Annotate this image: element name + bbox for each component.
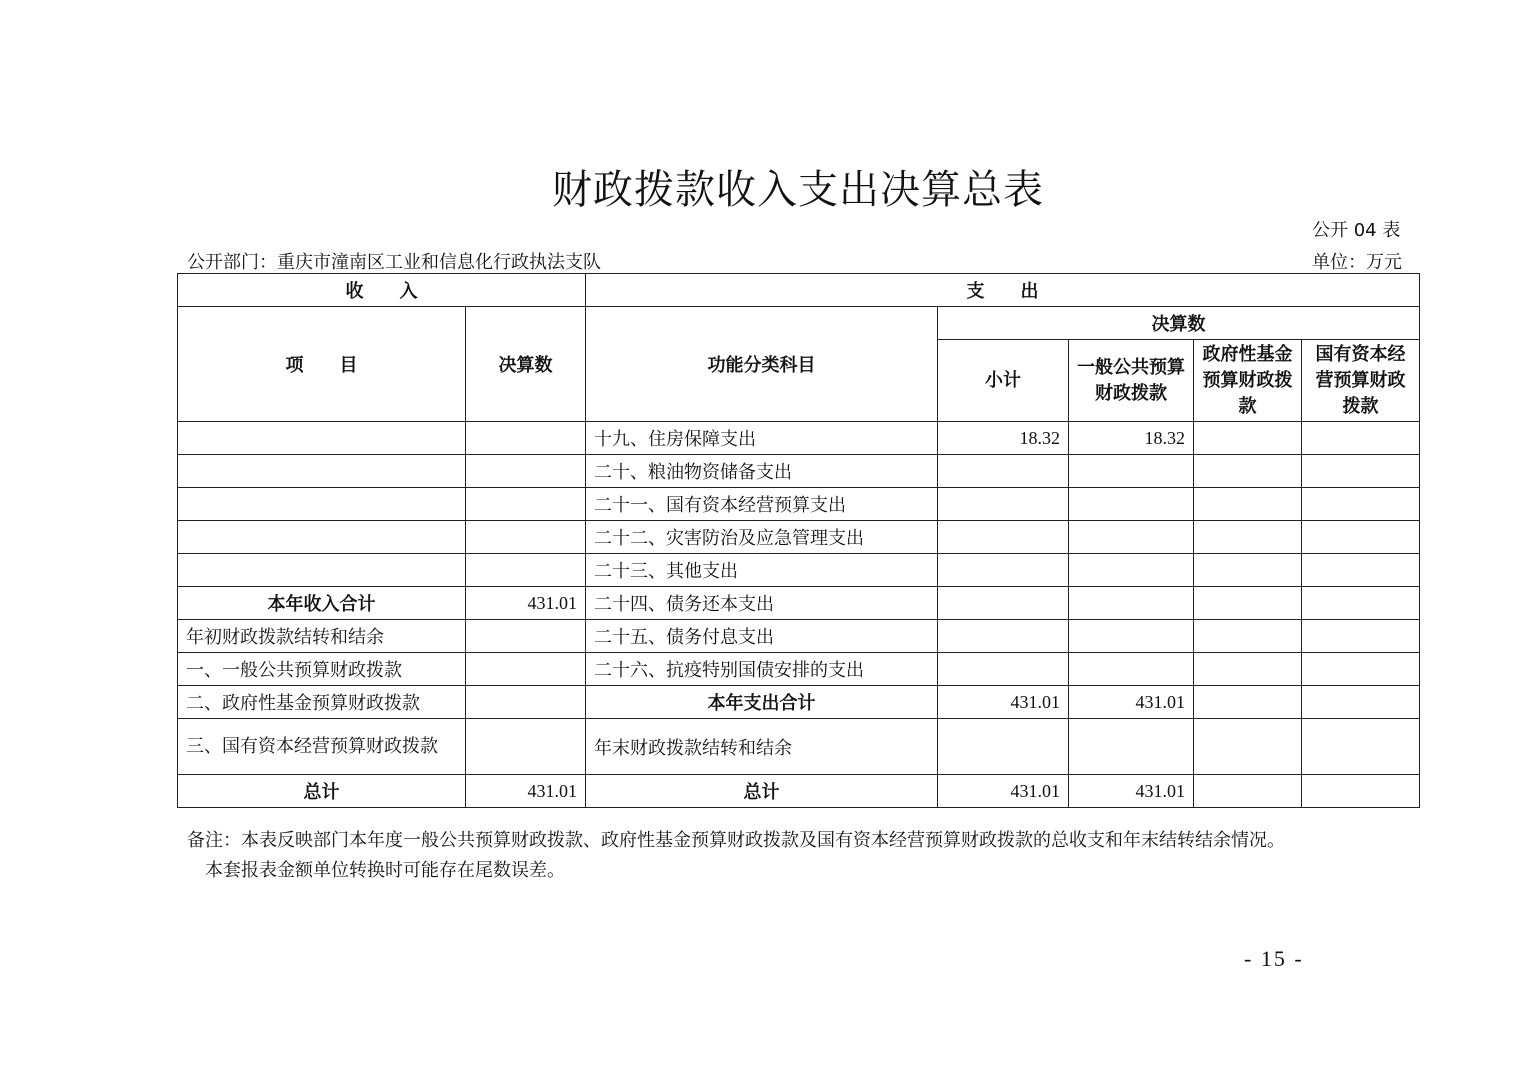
expense-item-cell: 二十三、其他支出 xyxy=(586,554,938,587)
income-item-cell: 总计 xyxy=(178,775,466,808)
summary-table xyxy=(177,273,1420,808)
income-amount-cell xyxy=(466,521,586,554)
state-capital-cell xyxy=(1302,554,1420,587)
general-budget-cell xyxy=(1069,521,1194,554)
expense-item-cell: 本年支出合计 xyxy=(586,686,938,719)
subtotal-cell xyxy=(938,488,1069,521)
state-capital-cell xyxy=(1302,775,1420,808)
page-number: - 15 - xyxy=(1244,946,1304,971)
subtotal-cell: 431.01 xyxy=(938,775,1069,808)
expense-item-cell: 总计 xyxy=(586,775,938,808)
expense-item-cell: 十九、住房保障支出 xyxy=(586,422,938,455)
income-item-cell: 二、政府性基金预算财政拨款 xyxy=(178,686,466,719)
general-budget-cell xyxy=(1069,653,1194,686)
expense-item-cell: 年末财政拨款结转和结余 xyxy=(586,719,938,775)
subtotal-header: 小计 xyxy=(938,340,1069,422)
subtotal-cell xyxy=(938,719,1069,775)
income-amount-cell xyxy=(466,719,586,775)
subtotal-cell xyxy=(938,554,1069,587)
gov-fund-cell xyxy=(1194,775,1302,808)
footnote-line-1: 备注：本表反映部门本年度一般公共预算财政拨款、政府性基金预算财政拨款及国有资本经营预算财政拨款的总收支和年末结转结余情况。 xyxy=(187,830,1285,851)
table-row xyxy=(178,620,1420,653)
general-budget-cell: 431.01 xyxy=(1069,775,1194,808)
subtotal-cell xyxy=(938,521,1069,554)
subtotal-cell: 18.32 xyxy=(938,422,1069,455)
amount-header: 决算数 xyxy=(466,307,586,422)
expense-item-cell: 二十一、国有资本经营预算支出 xyxy=(586,488,938,521)
income-item-cell xyxy=(178,455,466,488)
table-row xyxy=(178,554,1420,587)
state-capital-cell xyxy=(1302,422,1420,455)
general-budget-header: 一般公共预算财政拨款 xyxy=(1069,340,1194,422)
expense-item-cell: 二十四、债务还本支出 xyxy=(586,587,938,620)
income-amount-cell xyxy=(466,422,586,455)
state-capital-cell xyxy=(1302,719,1420,775)
subtotal-cell xyxy=(938,653,1069,686)
subtotal-cell: 431.01 xyxy=(938,686,1069,719)
income-item-cell xyxy=(178,488,466,521)
table-row xyxy=(178,719,1420,775)
state-capital-cell xyxy=(1302,587,1420,620)
income-amount-cell: 431.01 xyxy=(466,587,586,620)
form-number: 公开 04 表 xyxy=(1312,220,1401,241)
func-subject-header: 功能分类科目 xyxy=(586,307,938,422)
gov-fund-cell xyxy=(1194,686,1302,719)
general-budget-cell xyxy=(1069,455,1194,488)
expense-item-cell: 二十、粮油物资储备支出 xyxy=(586,455,938,488)
income-amount-cell xyxy=(466,620,586,653)
general-budget-cell xyxy=(1069,554,1194,587)
gov-fund-cell xyxy=(1194,422,1302,455)
income-amount-cell xyxy=(466,455,586,488)
subtotal-cell xyxy=(938,620,1069,653)
table-row xyxy=(178,587,1420,620)
footnote-line-2: 本套报表金额单位转换时可能存在尾数误差。 xyxy=(205,860,565,881)
gov-fund-cell xyxy=(1194,653,1302,686)
state-capital-cell xyxy=(1302,686,1420,719)
income-amount-cell xyxy=(466,488,586,521)
expense-item-cell: 二十二、灾害防治及应急管理支出 xyxy=(586,521,938,554)
unit-label: 单位：万元 xyxy=(1312,252,1402,273)
footnote xyxy=(187,826,1285,886)
income-amount-cell: 431.01 xyxy=(466,775,586,808)
gov-fund-cell xyxy=(1194,587,1302,620)
income-item-cell: 本年收入合计 xyxy=(178,587,466,620)
general-budget-cell xyxy=(1069,587,1194,620)
table-row xyxy=(178,521,1420,554)
table-row xyxy=(178,653,1420,686)
department-label: 公开部门：重庆市潼南区工业和信息化行政执法支队 xyxy=(187,252,601,273)
state-capital-cell xyxy=(1302,653,1420,686)
income-item-cell xyxy=(178,422,466,455)
table-row xyxy=(178,455,1420,488)
state-capital-cell xyxy=(1302,521,1420,554)
table-row xyxy=(178,422,1420,455)
state-capital-header: 国有资本经营预算财政拨款 xyxy=(1302,340,1420,422)
table-body xyxy=(178,422,1420,808)
general-budget-cell: 431.01 xyxy=(1069,686,1194,719)
gov-fund-cell xyxy=(1194,455,1302,488)
gov-fund-header: 政府性基金预算财政拨款 xyxy=(1194,340,1302,422)
income-item-cell: 三、国有资本经营预算财政拨款 xyxy=(178,719,466,775)
state-capital-cell xyxy=(1302,455,1420,488)
table-row xyxy=(178,775,1420,808)
state-capital-cell xyxy=(1302,620,1420,653)
gov-fund-cell xyxy=(1194,719,1302,775)
expense-item-cell: 二十六、抗疫特别国债安排的支出 xyxy=(586,653,938,686)
general-budget-cell: 18.32 xyxy=(1069,422,1194,455)
item-header: 项 目 xyxy=(178,307,466,422)
gov-fund-cell xyxy=(1194,488,1302,521)
income-amount-cell xyxy=(466,686,586,719)
final-amount-header: 决算数 xyxy=(938,307,1420,340)
table-row xyxy=(178,488,1420,521)
state-capital-cell xyxy=(1302,488,1420,521)
general-budget-cell xyxy=(1069,719,1194,775)
expense-header: 支 出 xyxy=(586,274,1420,307)
expense-item-cell: 二十五、债务付息支出 xyxy=(586,620,938,653)
subtotal-cell xyxy=(938,587,1069,620)
general-budget-cell xyxy=(1069,488,1194,521)
income-item-cell: 年初财政拨款结转和结余 xyxy=(178,620,466,653)
income-amount-cell xyxy=(466,653,586,686)
gov-fund-cell xyxy=(1194,521,1302,554)
subtotal-cell xyxy=(938,455,1069,488)
page-title: 财政拨款收入支出决算总表 xyxy=(552,167,1044,213)
income-item-cell: 一、一般公共预算财政拨款 xyxy=(178,653,466,686)
income-item-cell xyxy=(178,554,466,587)
income-header: 收 入 xyxy=(178,274,586,307)
income-amount-cell xyxy=(466,554,586,587)
gov-fund-cell xyxy=(1194,554,1302,587)
income-item-cell xyxy=(178,521,466,554)
gov-fund-cell xyxy=(1194,620,1302,653)
table-row xyxy=(178,686,1420,719)
general-budget-cell xyxy=(1069,620,1194,653)
